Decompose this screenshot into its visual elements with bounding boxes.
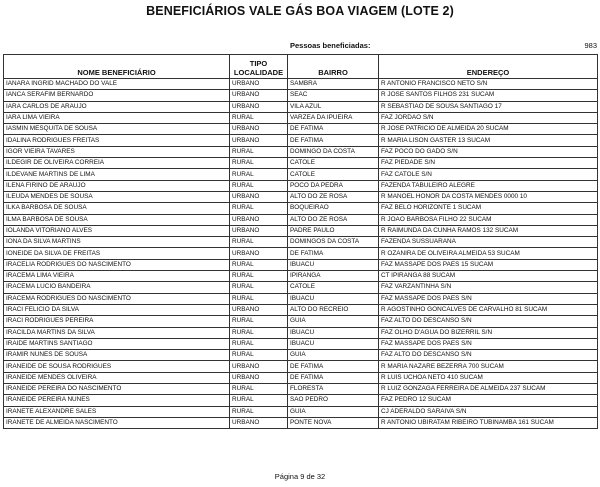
cell-bairro: ALTO DO RECREIO (288, 304, 379, 315)
cell-nome: IRACEMA RODRIGUES DO NASCIMENTO (4, 293, 230, 304)
page-number: Página 9 de 32 (274, 472, 326, 481)
document-title: BENEFICIÁRIOS VALE GÁS BOA VIAGEM (LOTE 2) (146, 4, 454, 18)
cell-endereco: FAZ PIEDADE S/N (379, 158, 598, 169)
cell-bairro: ALTO DO ZE ROSA (288, 191, 379, 202)
table-row (4, 282, 598, 293)
cell-endereco: R MARIA LISON GASTER 13 SUCAM (379, 135, 598, 146)
cell-tipo-localidade: URBANO (230, 90, 288, 101)
column-header-endereco: ENDEREÇO (379, 55, 598, 79)
cell-nome: IDALINA RODRIGUES FREITAS (4, 135, 230, 146)
cell-tipo-localidade: RURAL (230, 338, 288, 349)
cell-tipo-localidade: RURAL (230, 293, 288, 304)
cell-tipo-localidade: RURAL (230, 327, 288, 338)
cell-bairro: DE FATIMA (288, 135, 379, 146)
table-row (4, 248, 598, 259)
cell-bairro: VARZEA DA IPUEIRA (288, 112, 379, 123)
cell-bairro: DE FATIMA (288, 124, 379, 135)
cell-tipo-localidade: RURAL (230, 158, 288, 169)
cell-bairro: IBUACU (288, 327, 379, 338)
cell-bairro: VILA AZUL (288, 101, 379, 112)
table-row (4, 214, 598, 225)
cell-endereco: CT IPIRANGA 88 SUCAM (379, 271, 598, 282)
cell-nome: IRANETE DE ALMEIDA NASCIMENTO (4, 417, 230, 428)
cell-nome: ILDEGIR DE OLIVEIRA CORREIA (4, 158, 230, 169)
cell-nome: IGOR VIEIRA TAVARES (4, 146, 230, 157)
cell-nome: IONEIDE DA SILVA DE FREITAS (4, 248, 230, 259)
cell-nome: ILDEVANE MARTINS DE LIMA (4, 169, 230, 180)
cell-bairro: GUIA (288, 350, 379, 361)
cell-bairro: ALTO DO ZE ROSA (288, 214, 379, 225)
cell-tipo-localidade: URBANO (230, 79, 288, 90)
cell-bairro: SAMBRA (288, 79, 379, 90)
cell-tipo-localidade: RURAL (230, 282, 288, 293)
cell-endereco: R ANTONIO UBIRATAM RIBEIRO TUBINAMBA 161 SUCAM (379, 417, 598, 428)
cell-bairro: PADRE PAULO (288, 225, 379, 236)
cell-tipo-localidade: URBANO (230, 135, 288, 146)
table-row (4, 180, 598, 191)
cell-nome: IRACEMA LUCIO BANDEIRA (4, 282, 230, 293)
table-row (4, 90, 598, 101)
table-row (4, 169, 598, 180)
cell-nome: IRANEIDE DE SOUSA RODRIGUES (4, 361, 230, 372)
cell-endereco: CJ ADERALDO SARAIVA S/N (379, 406, 598, 417)
table-row (4, 203, 598, 214)
table-row (4, 395, 598, 406)
cell-bairro: DE FATIMA (288, 372, 379, 383)
cell-bairro: FLORESTA (288, 384, 379, 395)
cell-endereco: FAZENDA TABULEIRO ALEGRE (379, 180, 598, 191)
cell-nome: IRANEIDE MENDES OLIVEIRA (4, 372, 230, 383)
table-row (4, 372, 598, 383)
cell-tipo-localidade: RURAL (230, 112, 288, 123)
cell-nome: IRANETE ALEXANDRE SALES (4, 406, 230, 417)
table-row (4, 406, 598, 417)
cell-bairro: BOQUEIRAO (288, 203, 379, 214)
cell-nome: IRACEMA LIMA VIEIRA (4, 271, 230, 282)
cell-nome: IRACILDA MARTINS DA SILVA (4, 327, 230, 338)
table-row (4, 101, 598, 112)
cell-nome: IRACI FELICIO DA SILVA (4, 304, 230, 315)
cell-tipo-localidade: RURAL (230, 237, 288, 248)
table-row (4, 361, 598, 372)
cell-endereco: FAZENDA SUSSUARANA (379, 237, 598, 248)
table-row (4, 237, 598, 248)
cell-endereco: R SEBASTIAO DE SOUSA SANTIAGO 17 (379, 101, 598, 112)
cell-endereco: FAZ CATOLE S/N (379, 169, 598, 180)
cell-nome: IRACELIA RODRIGUES DO NASCIMENTO (4, 259, 230, 270)
cell-tipo-localidade: RURAL (230, 350, 288, 361)
cell-tipo-localidade: RURAL (230, 316, 288, 327)
table-row (4, 191, 598, 202)
table-row (4, 124, 598, 135)
cell-endereco: FAZ POCO DO GADO S/N (379, 146, 598, 157)
cell-nome: ILKA BARBOSA DE SOUSA (4, 203, 230, 214)
cell-bairro: IBUACU (288, 259, 379, 270)
table-row (4, 327, 598, 338)
beneficiaries-count-label: Pessoas beneficiadas: (290, 41, 371, 50)
cell-tipo-localidade: URBANO (230, 214, 288, 225)
cell-bairro: IBUACU (288, 338, 379, 349)
cell-endereco: FAZ VARZANTINHA S/N (379, 282, 598, 293)
cell-endereco: R ANTONIO FRANCISCO NETO S/N (379, 79, 598, 90)
cell-bairro: CATOLE (288, 169, 379, 180)
cell-endereco: R MANOEL HONOR DA COSTA MENDES 0000 10 (379, 191, 598, 202)
cell-endereco: FAZ ALTO DO DESCANSO S/N (379, 350, 598, 361)
cell-tipo-localidade: URBANO (230, 361, 288, 372)
table-row (4, 384, 598, 395)
column-header-nome: NOME BENEFICIÁRIO (4, 55, 230, 79)
cell-tipo-localidade: RURAL (230, 259, 288, 270)
cell-bairro: IBUACU (288, 293, 379, 304)
cell-endereco: R JOAO BARBOSA FILHO 22 SUCAM (379, 214, 598, 225)
cell-bairro: CATOLE (288, 158, 379, 169)
cell-tipo-localidade: RURAL (230, 271, 288, 282)
cell-nome: IARA LIMA VIEIRA (4, 112, 230, 123)
cell-endereco: R MARIA NAZARE BEZERRA 700 SUCAM (379, 361, 598, 372)
cell-nome: IONA DA SILVA MARTINS (4, 237, 230, 248)
cell-endereco: FAZ OLHO D'AGUA DO BIZERRIL S/N (379, 327, 598, 338)
cell-bairro: CATOLE (288, 282, 379, 293)
cell-endereco: FAZ ALTO DO DESCANSO S/N (379, 316, 598, 327)
cell-endereco: R AGOSTINHO GONCALVES DE CARVALHO 81 SUCAM (379, 304, 598, 315)
cell-tipo-localidade: URBANO (230, 225, 288, 236)
cell-bairro: DOMINGOS DA COSTA (288, 237, 379, 248)
cell-tipo-localidade: URBANO (230, 101, 288, 112)
cell-nome: IRACI RODRIGUES PEREIRA (4, 316, 230, 327)
table-row (4, 350, 598, 361)
cell-bairro: DOMINGO DA COSTA (288, 146, 379, 157)
cell-tipo-localidade: URBANO (230, 304, 288, 315)
cell-nome: IASMIN MESQUITA DE SOUSA (4, 124, 230, 135)
cell-tipo-localidade: RURAL (230, 169, 288, 180)
cell-tipo-localidade: RURAL (230, 384, 288, 395)
table-row (4, 316, 598, 327)
cell-bairro: DE FATIMA (288, 361, 379, 372)
cell-bairro: SEAC (288, 90, 379, 101)
cell-endereco: FAZ MASSAPE DOS PAES S/N (379, 293, 598, 304)
cell-endereco: R JOSE PATRICIO DE ALMEIDA 20 SUCAM (379, 124, 598, 135)
table-row (4, 158, 598, 169)
cell-tipo-localidade: RURAL (230, 146, 288, 157)
cell-nome: IRANEIDE PEREIRA DO NASCIMENTO (4, 384, 230, 395)
cell-endereco: R JOSE SANTOS FILHOS 231 SUCAM (379, 90, 598, 101)
beneficiaries-table (3, 54, 598, 429)
cell-tipo-localidade: RURAL (230, 180, 288, 191)
cell-nome: IOLANDA VITORIANO ALVES (4, 225, 230, 236)
cell-bairro: PONTE NOVA (288, 417, 379, 428)
cell-tipo-localidade: URBANO (230, 372, 288, 383)
cell-endereco: R LUIS UCHOA NETO 410 SUCAM (379, 372, 598, 383)
table-row (4, 146, 598, 157)
cell-nome: ILMA BARBOSA DE SOUSA (4, 214, 230, 225)
cell-endereco: R OZANIRA DE OLIVEIRA ALMEIDA 53 SUCAM (379, 248, 598, 259)
cell-tipo-localidade: URBANO (230, 248, 288, 259)
table-row (4, 112, 598, 123)
table-row (4, 79, 598, 90)
cell-endereco: FAZ BELO HORIZONTE 1 SUCAM (379, 203, 598, 214)
cell-endereco: FAZ MASSAPE DOS PAES S/N (379, 338, 598, 349)
cell-tipo-localidade: URBANO (230, 417, 288, 428)
cell-tipo-localidade: RURAL (230, 406, 288, 417)
table-row (4, 304, 598, 315)
cell-endereco: FAZ PEDRO 12 SUCAM (379, 395, 598, 406)
cell-bairro: GUIA (288, 316, 379, 327)
column-header-bairro: BAIRRO (288, 55, 379, 79)
cell-endereco: FAZ JORDAO S/N (379, 112, 598, 123)
cell-bairro: GUIA (288, 406, 379, 417)
table-row (4, 259, 598, 270)
column-header-tipo-localidade: TIPO LOCALIDADE (230, 55, 288, 79)
cell-nome: IANCA SERAFIM BERNARDO (4, 90, 230, 101)
cell-nome: IRAIDE MARTINS SANTIAGO (4, 338, 230, 349)
cell-nome: IRAMIR NUNES DE SOUSA (4, 350, 230, 361)
table-header-row (4, 55, 598, 79)
table-body (4, 79, 598, 429)
cell-endereco: FAZ MASSAPE DOS PAES 15 SUCAM (379, 259, 598, 270)
cell-endereco: R LUIZ GONZAGA FERREIRA DE ALMEIDA 237 SUCAM (379, 384, 598, 395)
cell-bairro: SAO PEDRO (288, 395, 379, 406)
cell-nome: IANARA INGRID MACHADO DO VALE (4, 79, 230, 90)
cell-tipo-localidade: URBANO (230, 191, 288, 202)
cell-bairro: IPIRANGA (288, 271, 379, 282)
table-row (4, 271, 598, 282)
cell-bairro: POCO DA PEDRA (288, 180, 379, 191)
table-row (4, 417, 598, 428)
table-row (4, 225, 598, 236)
cell-tipo-localidade: URBANO (230, 124, 288, 135)
cell-bairro: DE FATIMA (288, 248, 379, 259)
beneficiaries-count-value: 983 (584, 41, 597, 50)
cell-tipo-localidade: RURAL (230, 395, 288, 406)
cell-nome: ILENA FIRINO DE ARAUJO (4, 180, 230, 191)
table-row (4, 293, 598, 304)
cell-endereco: R RAIMUNDA DA CUNHA RAMOS 132 SUCAM (379, 225, 598, 236)
table-row (4, 338, 598, 349)
cell-nome: IARA CARLOS DE ARAUJO (4, 101, 230, 112)
cell-nome: ILEUDA MENDES DE SOUSA (4, 191, 230, 202)
cell-nome: IRANEIDE PEREIRA NUNES (4, 395, 230, 406)
cell-tipo-localidade: RURAL (230, 203, 288, 214)
table-row (4, 135, 598, 146)
